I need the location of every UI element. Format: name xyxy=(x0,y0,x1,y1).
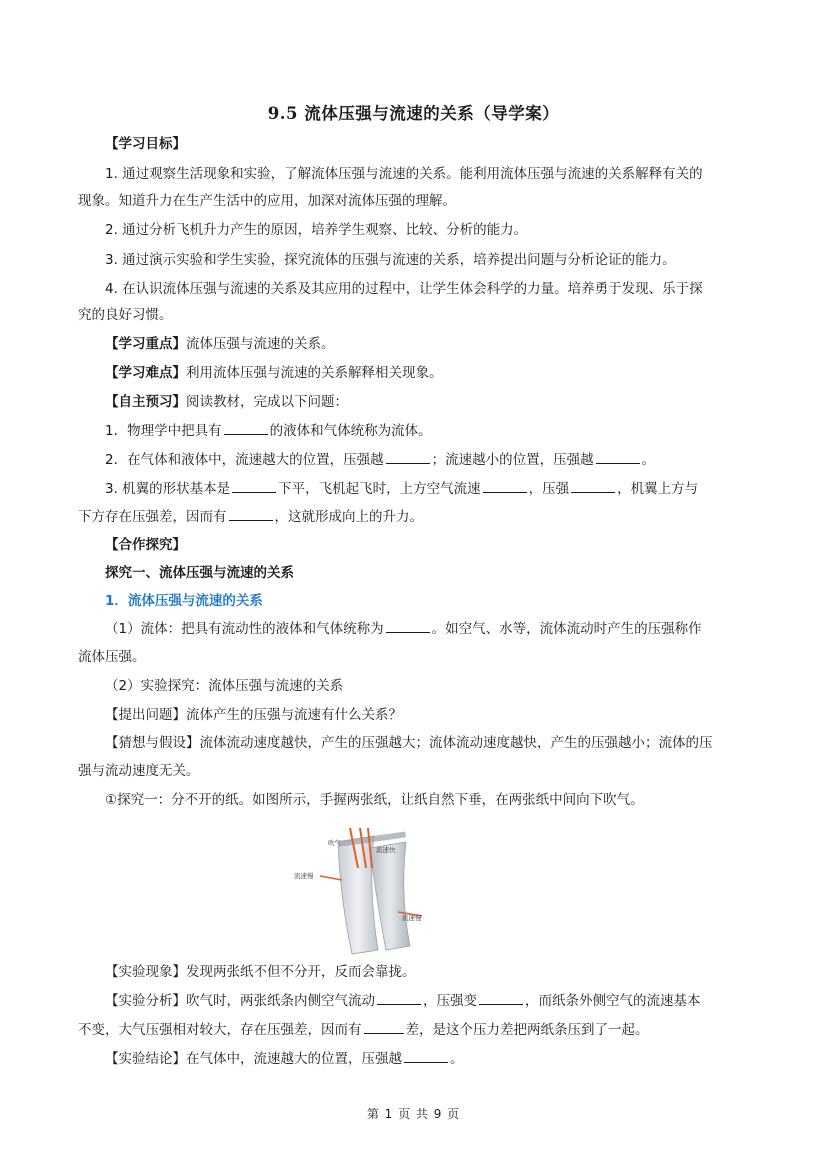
objective-2: 2. 通过分析飞机升力产生的原因，培养学生观察、比较、分析的能力。 xyxy=(105,222,528,238)
fluid-definition-line-1 xyxy=(105,619,702,639)
analysis-text-e: 差，是这个压力差把两纸条压到了一起。 xyxy=(405,1022,649,1038)
question-2-text-a: 2．在气体和液体中，流速越大的位置，压强越 xyxy=(105,452,384,468)
page-title: 9.5 流体压强与流速的关系（导学案） xyxy=(267,104,560,123)
analysis-label: 【实验分析】 xyxy=(105,993,186,1009)
analysis-text-b: ，压强变 xyxy=(423,993,477,1009)
cooperation-heading: 【合作探究】 xyxy=(105,537,186,553)
analysis-text-a: 吹气时，两张纸条内侧空气流动 xyxy=(186,993,375,1009)
answer-blank[interactable] xyxy=(386,620,430,633)
experiment-line: （2）实验探究：流体压强与流速的关系 xyxy=(105,678,344,694)
page-footer: 第 1 页 共 9 页 xyxy=(366,1107,461,1121)
answer-blank[interactable] xyxy=(479,992,523,1005)
question-3-text-b: 下平，飞机起飞时，上方空气流速 xyxy=(278,481,481,497)
label-slow-right: 流速慢 xyxy=(402,914,422,922)
phenomenon-label: 【实验现象】 xyxy=(105,964,186,980)
objectives-heading: 【学习目标】 xyxy=(105,136,186,152)
question-3-text-d: ，机翼上方与 xyxy=(617,481,699,497)
objective-4-line-2: 究的良好习惯。 xyxy=(78,307,173,323)
phenomenon-line xyxy=(105,962,416,982)
phenomenon-text: 发现两张纸不但不分开，反而会靠拢。 xyxy=(186,964,416,980)
answer-blank[interactable] xyxy=(224,422,268,435)
question-2-text-c: 。 xyxy=(641,452,656,468)
explore-1-heading: 探究一、流体压强与流速的关系 xyxy=(105,565,294,581)
fluid-text-a: （1）流体：把具有流动性的液体和气体统称为 xyxy=(105,621,384,637)
side-arrow-left xyxy=(320,876,342,880)
conclusion-text-b: 。 xyxy=(450,1051,464,1067)
subsection-1-heading: 1．流体压强与流速的关系 xyxy=(105,593,263,609)
hypothesis-line-1 xyxy=(105,733,713,753)
key-point-text: 流体压强与流速的关系。 xyxy=(186,336,335,352)
answer-blank[interactable] xyxy=(364,1021,404,1034)
explore-paper-line: ①探究一：分不开的纸。如图所示，手握两张纸，让纸自然下垂，在两张纸中间向下吹气。 xyxy=(105,792,644,808)
preview-line xyxy=(105,392,348,412)
objective-3: 3. 通过演示实验和学生实验，探究流体的压强与流速的关系，培养提出问题与分析论证的能力。 xyxy=(105,252,676,268)
ask-question-line xyxy=(105,705,402,725)
fluid-text-b: 。如空气、水等，流体流动时产生的压强称作 xyxy=(431,621,702,637)
preview-label: 【自主预习】 xyxy=(105,394,186,410)
analysis-line-2 xyxy=(78,1020,649,1040)
question-1-text-a: 1．物理学中把具有 xyxy=(105,423,222,439)
hypothesis-line-2: 强与流动速度无关。 xyxy=(78,763,200,779)
answer-blank[interactable] xyxy=(229,508,273,521)
question-3-line-2 xyxy=(78,507,423,527)
difficulty-label: 【学习难点】 xyxy=(105,365,186,381)
question-1 xyxy=(105,421,432,441)
question-2-text-b: ；流速越小的位置，压强越 xyxy=(431,452,594,468)
fluid-definition-line-2: 流体压强。 xyxy=(78,649,146,665)
difficulty-text: 利用流体压强与流速的关系解释相关现象。 xyxy=(186,365,443,381)
answer-blank[interactable] xyxy=(571,480,615,493)
question-2 xyxy=(105,450,655,470)
question-3-text-e: 下方存在压强差，因而有 xyxy=(78,509,227,525)
answer-blank[interactable] xyxy=(596,451,640,464)
label-fast: 流速快 xyxy=(376,846,396,854)
conclusion-label: 【实验结论】 xyxy=(105,1051,186,1067)
question-3-line-1 xyxy=(105,479,698,499)
answer-blank[interactable] xyxy=(232,480,276,493)
question-3-text-a: 3. 机翼的形状基本是 xyxy=(105,481,231,497)
preview-text: 阅读教材，完成以下问题： xyxy=(186,394,348,410)
objective-1-line-1: 1. 通过观察生活现象和实验，了解流体压强与流速的关系。能利用流体压强与流速的关系解释有关的 xyxy=(105,166,703,182)
answer-blank[interactable] xyxy=(386,451,430,464)
question-1-text-b: 的液体和气体统称为流体。 xyxy=(269,423,432,439)
answer-blank[interactable] xyxy=(483,480,527,493)
key-point-label: 【学习重点】 xyxy=(105,336,186,352)
paper-experiment-figure xyxy=(290,828,460,958)
conclusion-text-a: 在气体中，流速越大的位置，压强越 xyxy=(186,1051,402,1067)
analysis-line-1 xyxy=(105,991,701,1011)
answer-blank[interactable] xyxy=(377,992,421,1005)
hypothesis-label: 【猜想与假设】 xyxy=(105,735,200,751)
label-blow: 吹气 xyxy=(328,839,341,847)
conclusion-line xyxy=(105,1049,464,1069)
objective-1-line-2: 现象。知道升力在生产生活中的应用，加深对流体压强的理解。 xyxy=(78,193,456,209)
question-3-text-f: ，这就形成向上的升力。 xyxy=(274,509,423,525)
key-point-line xyxy=(105,334,335,354)
ask-text: 流体产生的压强与流速有什么关系？ xyxy=(186,707,402,723)
ask-label: 【提出问题】 xyxy=(105,707,186,723)
question-3-text-c: ，压强 xyxy=(528,481,570,497)
difficulty-line xyxy=(105,363,443,383)
analysis-text-c: ，而纸条外侧空气的流速基本 xyxy=(525,993,701,1009)
objective-4-line-1: 4. 在认识流体压强与流速的关系及其应用的过程中，让学生体会科学的力量。培养勇于发现、乐于探 xyxy=(105,281,703,297)
analysis-text-d: 不变，大气压强相对较大，存在压强差，因而有 xyxy=(78,1022,362,1038)
hypothesis-text-1: 流体流动速度越快，产生的压强越大；流体流动速度越快，产生的压强越小；流体的压 xyxy=(199,735,713,751)
label-slow-left: 流速慢 xyxy=(294,872,314,880)
answer-blank[interactable] xyxy=(404,1050,448,1063)
